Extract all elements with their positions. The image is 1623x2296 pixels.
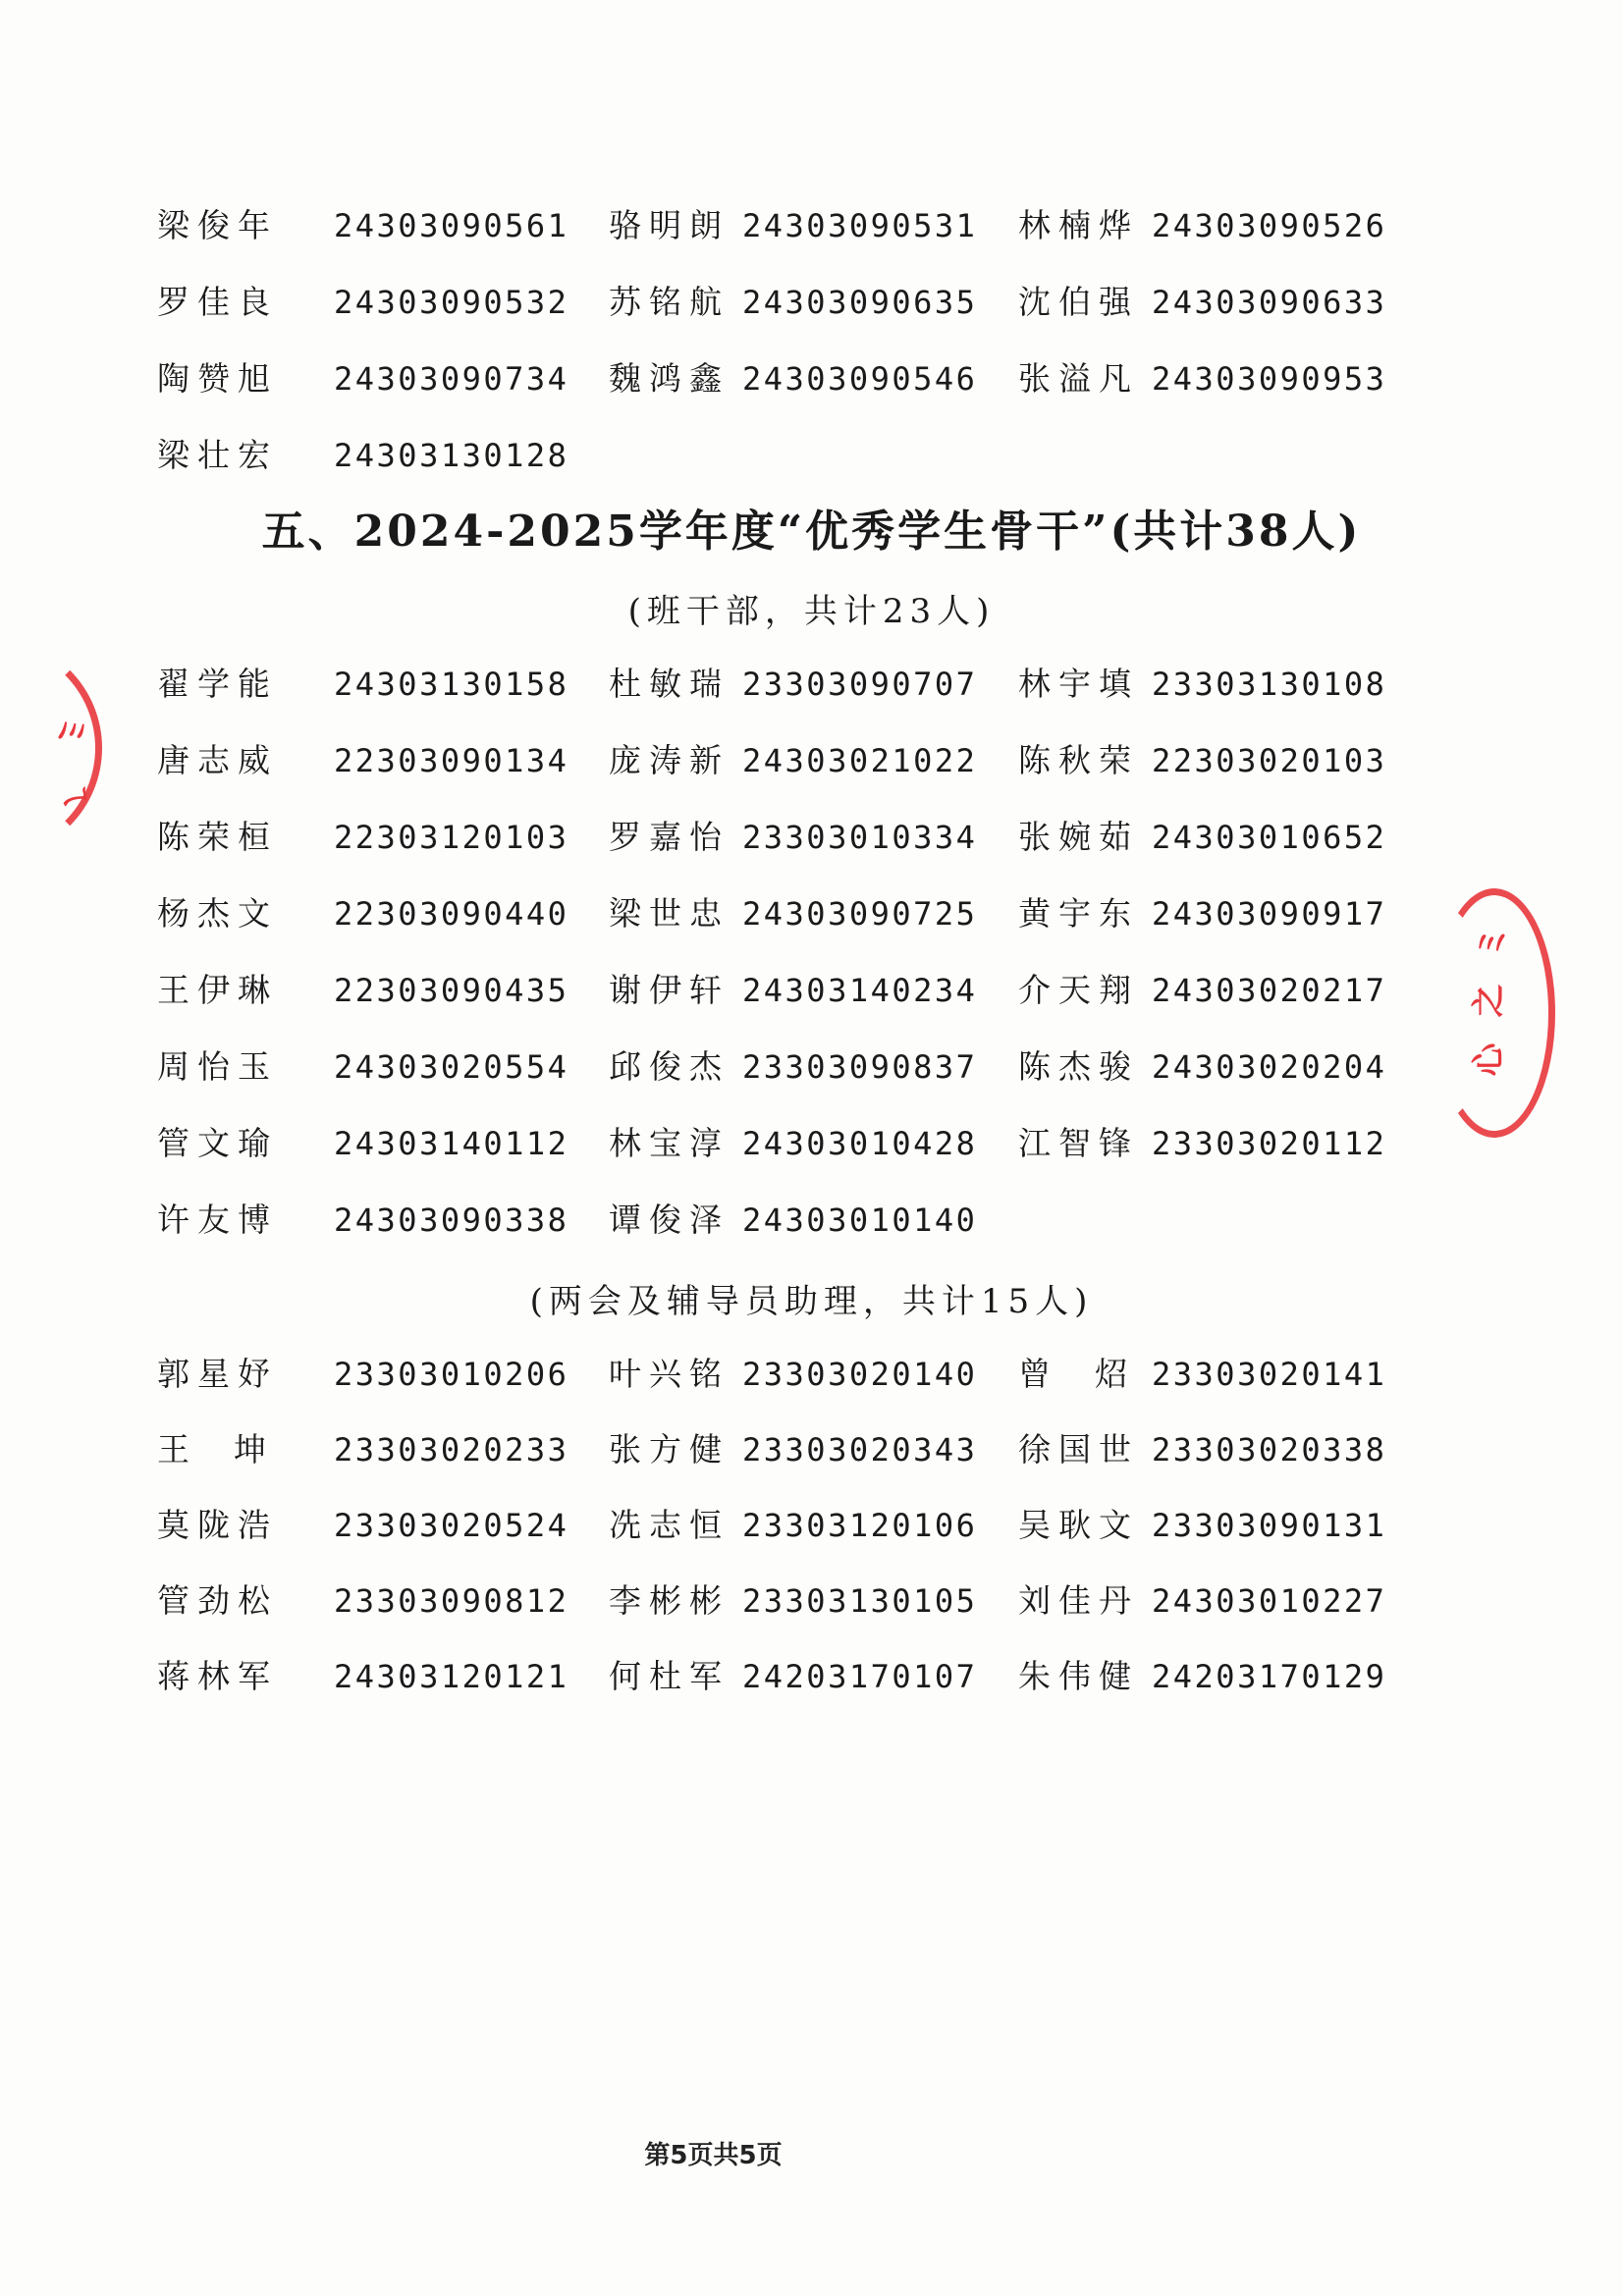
student-id: 22303120103 [334, 819, 569, 856]
student-name: 管劲松 [157, 1581, 278, 1620]
student-id: 23303010334 [742, 819, 978, 856]
student-row [157, 1496, 1434, 1555]
student-id: 24303090531 [742, 207, 978, 244]
student-id: 24303020554 [334, 1048, 569, 1086]
student-name: 魏鸿鑫 [609, 359, 730, 398]
student-name: 叶兴铭 [609, 1355, 730, 1393]
group2-title: (两会及辅导员助理，共计15人) [529, 1282, 1094, 1321]
student-id: 24303020217 [1152, 972, 1387, 1009]
student-id: 23303020112 [1152, 1125, 1387, 1162]
student-name: 谢伊轩 [609, 971, 730, 1009]
student-name: 谭俊泽 [609, 1201, 730, 1239]
student-id: 23303010206 [334, 1356, 569, 1393]
student-id: 23303090131 [1152, 1507, 1387, 1544]
student-name: 庞涛新 [609, 741, 730, 779]
student-name: 徐国世 [1018, 1430, 1139, 1468]
student-id: 24303090338 [334, 1201, 569, 1239]
student-name: 陈荣桓 [157, 818, 278, 856]
student-id: 23303020233 [334, 1431, 569, 1468]
student-id: 23303020338 [1152, 1431, 1387, 1468]
section-title: 五、2024-2025学年度“优秀学生骨干”(共计38人) [261, 507, 1362, 557]
student-name: 梁壮宏 [157, 436, 278, 474]
student-row [157, 884, 1434, 943]
student-name: 唐志威 [157, 741, 278, 779]
student-id: 22303090440 [334, 895, 569, 933]
seal-mark-right-3: 心 [1469, 1042, 1509, 1077]
student-row [157, 808, 1434, 867]
student-name: 杜敏瑞 [609, 665, 730, 703]
student-name: 黄宇东 [1018, 894, 1139, 933]
student-id: 24303130128 [334, 437, 569, 474]
student-name: 许友博 [157, 1201, 278, 1239]
student-id: 24303140112 [334, 1125, 569, 1162]
seal-mark-left: ミ [50, 714, 90, 748]
student-row [157, 349, 1434, 408]
student-name: 管文瑜 [157, 1124, 278, 1162]
seal-mark-left-2: ㄟ [56, 777, 96, 812]
student-name: 何杜军 [609, 1657, 730, 1695]
student-row [157, 1114, 1434, 1173]
student-name: 周怡玉 [157, 1047, 278, 1086]
student-name: 刘佳丹 [1018, 1581, 1139, 1620]
student-id: 24303090734 [334, 360, 569, 398]
student-name: 陈杰骏 [1018, 1047, 1139, 1086]
student-id: 24303090561 [334, 207, 569, 244]
student-name: 林楠烨 [1018, 206, 1139, 244]
student-name: 翟学能 [157, 665, 278, 703]
student-name: 苏铭航 [609, 283, 730, 321]
student-name: 骆明朗 [609, 206, 730, 244]
student-id: 24303090633 [1152, 284, 1387, 321]
student-row [157, 1191, 1434, 1250]
student-name: 莫陇浩 [157, 1506, 278, 1544]
student-id: 22303020103 [1152, 742, 1387, 779]
seal-mark-right: ミ [1473, 925, 1513, 959]
student-name: 王伊琳 [157, 971, 278, 1009]
student-id: 24303010227 [1152, 1582, 1387, 1620]
student-id: 24303130158 [334, 666, 569, 703]
student-name: 梁世忠 [609, 894, 730, 933]
student-name: 王 坤 [157, 1430, 274, 1468]
student-name: 郭星妤 [157, 1355, 278, 1393]
student-name: 邱俊杰 [609, 1047, 730, 1086]
student-id: 24303090546 [742, 360, 978, 398]
student-name: 张溢凡 [1018, 359, 1139, 398]
student-name: 林宝淳 [609, 1124, 730, 1162]
student-id: 23303090837 [742, 1048, 978, 1086]
student-row [157, 273, 1434, 332]
student-row [157, 196, 1434, 255]
student-id: 24303140234 [742, 972, 978, 1009]
student-name: 张方健 [609, 1430, 730, 1468]
student-id: 24203170107 [742, 1658, 978, 1695]
student-row [157, 1647, 1434, 1706]
student-name: 李彬彬 [609, 1581, 730, 1620]
student-name: 罗嘉怡 [609, 818, 730, 856]
official-seal-left [0, 638, 102, 858]
student-id: 24303021022 [742, 742, 978, 779]
student-id: 24303010652 [1152, 819, 1387, 856]
student-id: 24303090526 [1152, 207, 1387, 244]
student-id: 24303020204 [1152, 1048, 1387, 1086]
student-name: 吴耿文 [1018, 1506, 1139, 1544]
student-name: 陶赞旭 [157, 359, 278, 398]
student-name: 张婉茹 [1018, 818, 1139, 856]
student-id: 23303130108 [1152, 666, 1387, 703]
seal-mark-right-2: 之 [1469, 984, 1509, 1018]
student-row [157, 1420, 1434, 1479]
student-id: 24303120121 [334, 1658, 569, 1695]
student-id: 24303090953 [1152, 360, 1387, 398]
student-name: 介天翔 [1018, 971, 1139, 1009]
student-id: 24203170129 [1152, 1658, 1387, 1695]
group1-title: (班干部，共计23人) [627, 592, 996, 631]
student-id: 23303130105 [742, 1582, 978, 1620]
student-name: 蒋林军 [157, 1657, 278, 1695]
student-name: 朱伟健 [1018, 1657, 1139, 1695]
page-footer: 第5页共5页 [644, 2141, 783, 2170]
student-id: 23303020343 [742, 1431, 978, 1468]
student-name: 梁俊年 [157, 206, 278, 244]
student-id: 23303090707 [742, 666, 978, 703]
student-row [157, 1038, 1434, 1096]
student-id: 23303020140 [742, 1356, 978, 1393]
student-name: 林宇填 [1018, 665, 1139, 703]
student-name: 罗佳良 [157, 283, 278, 321]
student-name: 沈伯强 [1018, 283, 1139, 321]
student-id: 24303090635 [742, 284, 978, 321]
student-id: 24303090532 [334, 284, 569, 321]
student-row [157, 655, 1434, 714]
student-row [157, 961, 1434, 1020]
student-id: 23303020141 [1152, 1356, 1387, 1393]
student-row [157, 731, 1434, 790]
student-row [157, 1345, 1434, 1404]
student-id: 24303090917 [1152, 895, 1387, 933]
student-id: 24303090725 [742, 895, 978, 933]
student-name: 曾 炤 [1018, 1355, 1135, 1393]
student-name: 陈秋荣 [1018, 741, 1139, 779]
student-id: 24303010428 [742, 1125, 978, 1162]
student-id: 23303120106 [742, 1507, 978, 1544]
student-id: 23303090812 [334, 1582, 569, 1620]
student-id: 22303090134 [334, 742, 569, 779]
student-row [157, 1572, 1434, 1630]
student-name: 杨杰文 [157, 894, 278, 933]
student-id: 24303010140 [742, 1201, 978, 1239]
student-id: 23303020524 [334, 1507, 569, 1544]
student-row [157, 426, 1434, 485]
student-id: 22303090435 [334, 972, 569, 1009]
student-name: 冼志恒 [609, 1506, 730, 1544]
student-name: 江智锋 [1018, 1124, 1139, 1162]
